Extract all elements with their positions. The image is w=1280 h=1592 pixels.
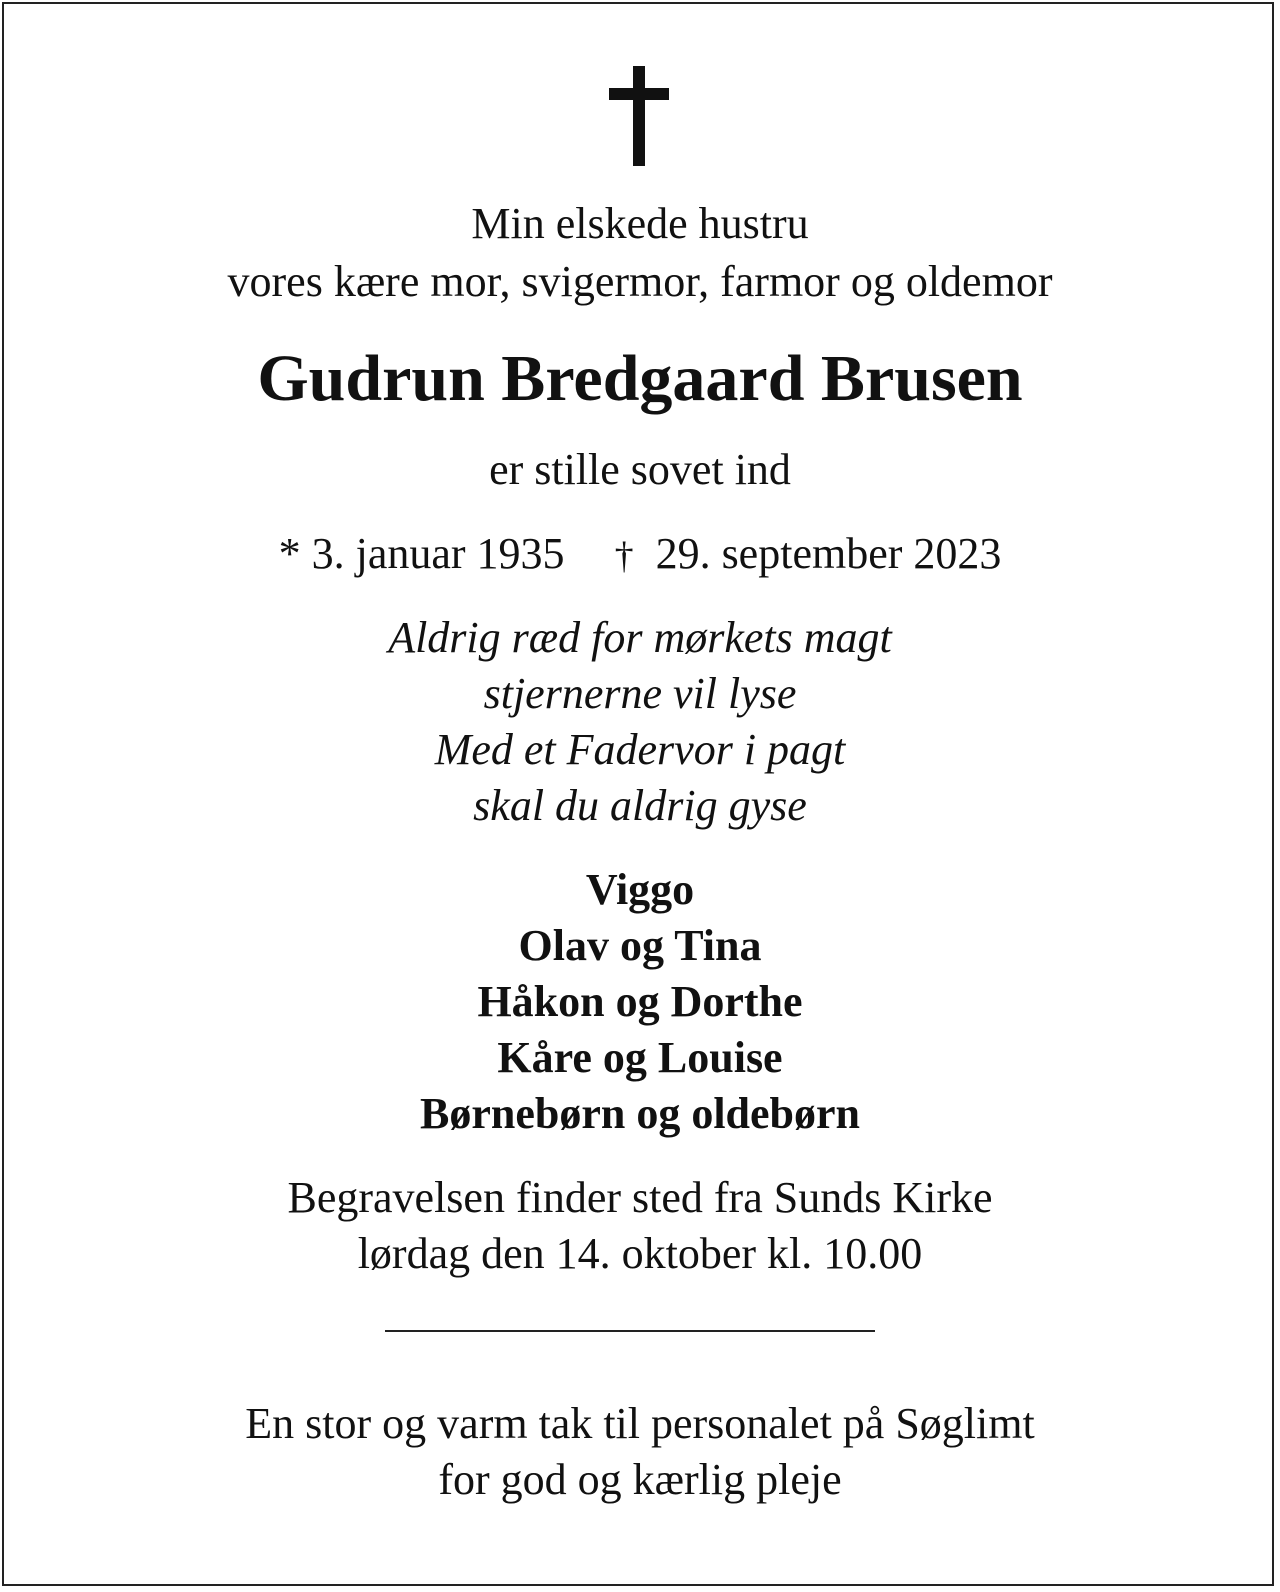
family-member-1: Viggo xyxy=(585,865,695,914)
family-member-5: Børnebørn og oldebørn xyxy=(419,1089,861,1138)
divider-line xyxy=(385,1330,875,1332)
life-dates xyxy=(0,529,1280,578)
birth-date: * 3. januar 1935 xyxy=(278,529,565,578)
deceased-name: Gudrun Bredgaard Brusen xyxy=(257,342,1023,415)
cross-icon xyxy=(609,66,669,166)
family-member-4: Kåre og Louise xyxy=(497,1033,783,1082)
thanks-line-1: En stor og varm tak til personalet på Søglimt xyxy=(245,1399,1035,1448)
poem-line-3: Med et Fadervor i pagt xyxy=(434,725,846,774)
funeral-info-line-1: Begravelsen finder sted fra Sunds Kirke xyxy=(287,1173,993,1222)
intro-line-2: vores kære mor, svigermor, farmor og oldemor xyxy=(227,257,1053,306)
poem-line-4: skal du aldrig gyse xyxy=(473,781,807,830)
family-member-2: Olav og Tina xyxy=(518,921,762,970)
poem-line-2: stjernerne vil lyse xyxy=(483,669,797,718)
poem-line-1: Aldrig ræd for mørkets magt xyxy=(388,613,892,662)
intro-line-1: Min elskede hustru xyxy=(471,199,809,248)
funeral-info-line-2: lørdag den 14. oktober kl. 10.00 xyxy=(357,1229,923,1278)
family-member-3: Håkon og Dorthe xyxy=(477,977,803,1026)
thanks-line-2: for god og kærlig pleje xyxy=(438,1455,842,1504)
death-date: 29. september 2023 xyxy=(655,529,1002,578)
dagger-symbol: † xyxy=(614,535,634,577)
passing-statement: er stille sovet ind xyxy=(489,445,791,494)
